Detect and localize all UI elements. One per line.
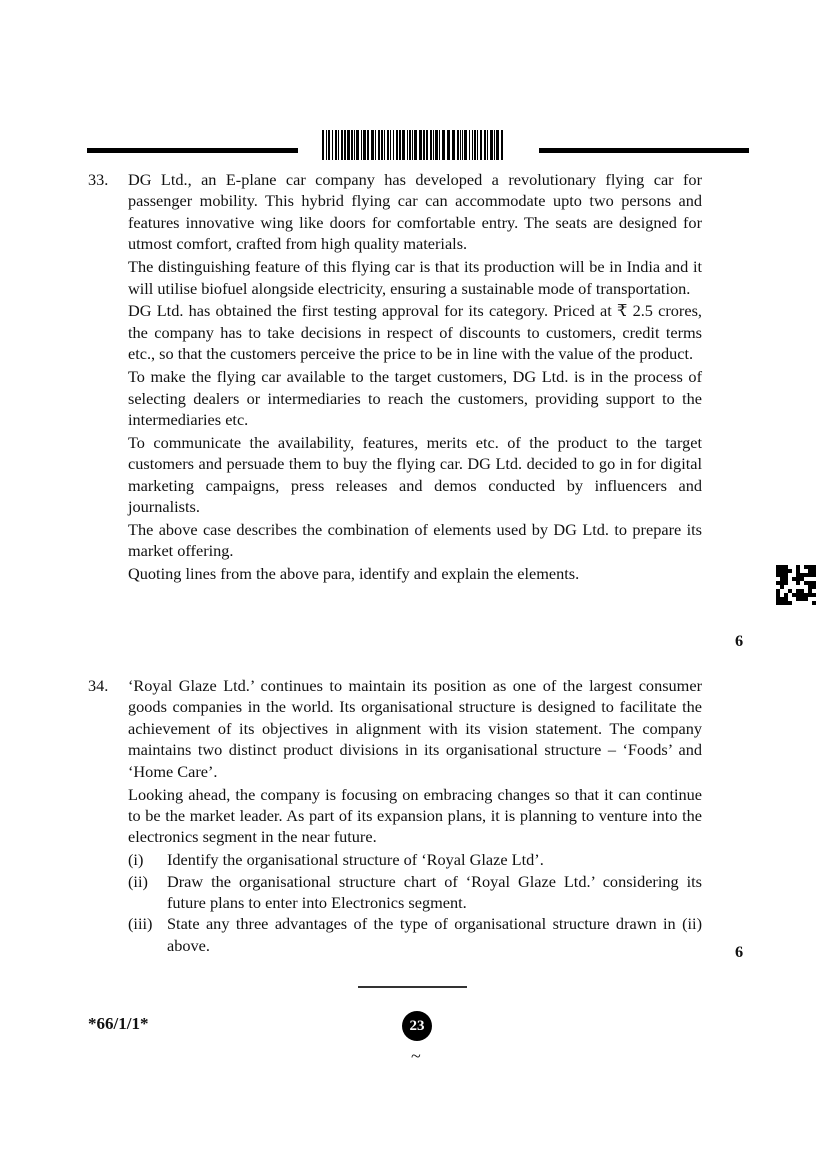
paragraph: DG Ltd. has obtained the first testing approval for its category. Priced at ₹ 2.5 crores, the company has to take decisions in respect of discounts to customers, credit terms etc., so that the customers perceive the price to be in line with the value of the product. [128, 301, 702, 364]
paragraph: ‘Royal Glaze Ltd.’ continues to maintain its position as one of the largest consumer goods companies in the world. Its organisational structure is designed to facilitate the achievement of its objectives in alignment with its vision statement. The company maintains two distinct product divisions in its organisational structure – ‘Foods’ and ‘Home Care’. [128, 676, 702, 781]
barcode-bar [496, 130, 499, 160]
barcode-bar [381, 130, 383, 160]
subpart-iii [128, 913, 702, 956]
barcode-bar [435, 130, 438, 160]
barcode-bar [322, 130, 324, 160]
barcode-bar [484, 130, 486, 160]
header-rule-left [87, 148, 298, 153]
paragraph: To make the flying car available to the target customers, DG Ltd. is in the process of selecting dealers or intermediaries to reach the customers, providing support to the intermediaries etc. [128, 367, 702, 429]
end-rule [358, 986, 467, 988]
barcode-bar [480, 130, 482, 160]
barcode-bar [462, 130, 463, 160]
barcode-bar [414, 130, 417, 160]
barcode-bar [469, 130, 470, 160]
barcode-bar [439, 130, 440, 160]
subpart-number: (ii) [128, 871, 148, 891]
barcode-bar [409, 130, 411, 160]
paragraph: The above case describes the combination of elements used by DG Ltd. to prepare its market offering. [128, 520, 702, 561]
subpart-text: Identify the organisational structure of ‘Royal Glaze Ltd’. [167, 850, 544, 870]
barcode-bar [387, 130, 389, 160]
page-number: 23 [402, 1011, 432, 1041]
paragraph: Looking ahead, the company is focusing on embracing changes so that it can continue to be the market leader. As part of its expansion plans, it is planning to venture into the electronics segment in the near future. [128, 784, 702, 847]
marks: 6 [735, 942, 744, 961]
barcode-bar [399, 130, 401, 160]
barcode-bar [338, 130, 339, 160]
barcode-bar [378, 130, 380, 160]
barcode-bar [332, 130, 333, 160]
paper-code: *66/1/1* [88, 1014, 149, 1033]
barcode-bar [402, 130, 405, 160]
barcode-bar [367, 130, 369, 160]
barcode-bar [351, 130, 353, 160]
marks: 6 [735, 631, 744, 650]
question-33 [88, 169, 748, 650]
barcode-bar [460, 130, 461, 160]
barcode-bar [396, 130, 398, 160]
question-34 [88, 675, 748, 961]
question-number: 34. [88, 676, 109, 695]
barcode-bar [393, 130, 394, 160]
subpart-i [128, 849, 702, 870]
barcode-bar [472, 130, 473, 160]
barcode-bar [412, 130, 413, 160]
subpart-text: State any three advantages of the type of organisational structure drawn in (ii) above. [167, 914, 702, 955]
paragraph: The distinguishing feature of this flying car is that its production will be in India and it will utilise biofuel alongside electricity, ensuring a sustainable mode of transportation. [128, 257, 702, 298]
barcode-bar [390, 130, 391, 160]
barcode-bar [487, 130, 488, 160]
barcode-bar [490, 130, 493, 160]
barcode-bar [457, 130, 459, 160]
barcode-bar [363, 130, 366, 160]
barcode-bar [344, 130, 346, 160]
barcode-bar [384, 130, 385, 160]
barcode-bar [371, 130, 374, 160]
barcode-bar [407, 130, 408, 160]
paragraph: To communicate the availability, features, merits etc. of the product to the target customers and persuade them to buy the flying car. DG Ltd. decided to go in for digital marketing campaigns, press releases and demos conducted by influencers and journalists. [128, 432, 702, 517]
barcode-bar [474, 130, 476, 160]
barcode-bar [494, 130, 495, 160]
barcode-bar [326, 130, 327, 160]
barcode-bar [356, 130, 359, 160]
subpart-number: (iii) [128, 914, 153, 934]
subpart-text: Draw the organisational structure chart of ‘Royal Glaze Ltd.’ considering its future plans to enter into Electronics segment. [167, 871, 702, 913]
barcode-bar [354, 130, 355, 160]
barcode-bar [375, 130, 376, 160]
barcode-bar [464, 130, 467, 160]
barcode-bar [442, 130, 445, 160]
barcode-bar [347, 130, 350, 160]
barcode-bar [335, 130, 337, 160]
subpart-number: (i) [128, 850, 144, 870]
barcode-bar [328, 130, 330, 160]
barcode-bar [419, 130, 422, 160]
paragraph: Quoting lines from the above para, identify and explain the elements. [128, 564, 580, 584]
barcode [322, 130, 506, 160]
barcode-bar [447, 130, 450, 160]
barcode-bar [361, 130, 362, 160]
header-rule-right [539, 148, 749, 153]
subpart-ii [128, 871, 702, 914]
qr-code-icon [776, 565, 816, 605]
barcode-bar [341, 130, 343, 160]
barcode-bar [430, 130, 432, 160]
barcode-bar [423, 130, 425, 160]
barcode-bar [433, 130, 434, 160]
barcode-bar [426, 130, 428, 160]
question-number: 33. [88, 170, 109, 189]
tilde-mark: ~ [411, 1046, 421, 1066]
paragraph: DG Ltd., an E-plane car company has developed a revolutionary flying car for passenger mobility. This hybrid flying car can accommodate upto two persons and features innovative wing like doors for comfortable entry. The seats are designed for utmost comfort, crafted from high quality materials. [128, 170, 702, 254]
barcode-bar [501, 130, 503, 160]
barcode-bar [452, 130, 455, 160]
barcode-bar [477, 130, 478, 160]
